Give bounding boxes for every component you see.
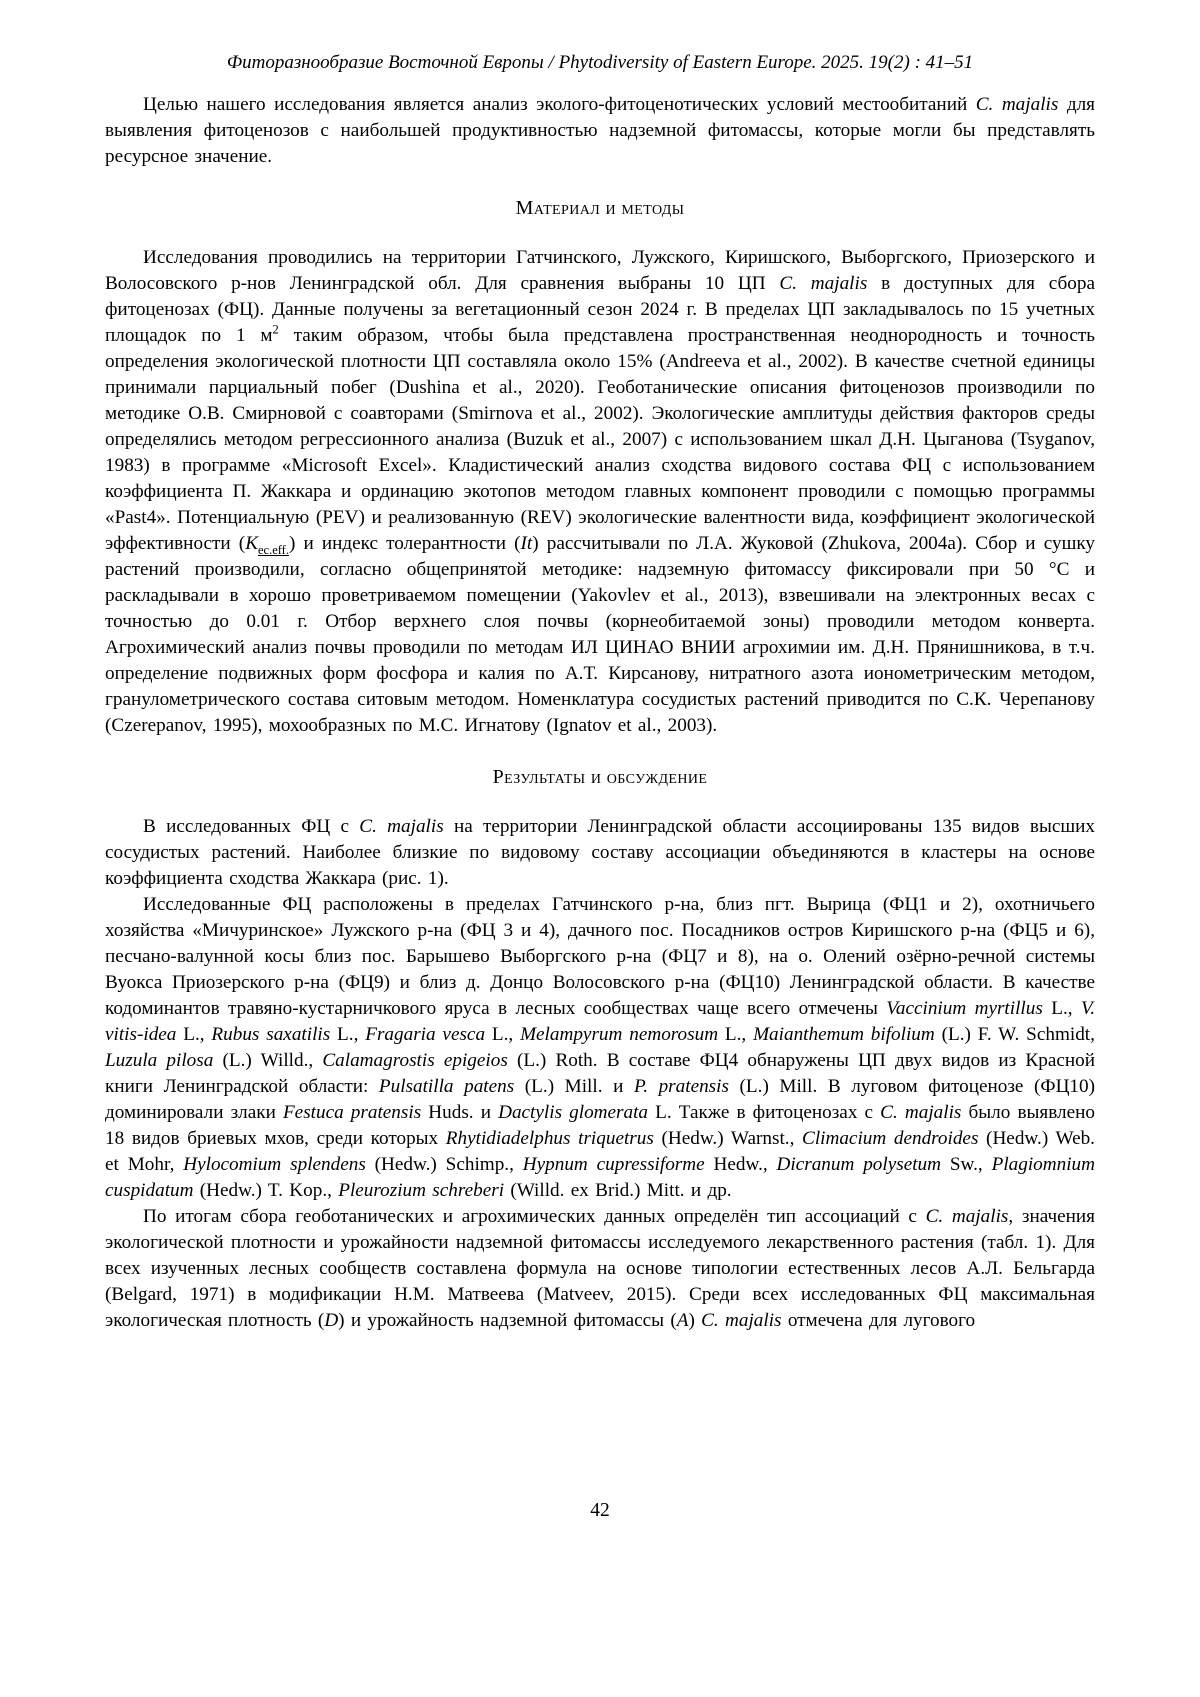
paragraph-results-summary: По итогам сбора геоботанических и агрохимических данных определён тип ассоциаций с C. majalis, значения экологической плотности и урожайности надземной фитомассы исследуемого лекарственного растения (табл. 1). Для всех изученных лесных сообществ составлена формула на основе типологии естественных лесов А.Л. Бельгарда (Belgard, 1971) в модификации Н.М. Матвеева (Matveev, 2015). Среди всех исследованных ФЦ максимальная экологическая плотность (D) и урожайность надземной фитомассы (A) C. majalis отмечена для лугового xyxy=(105,1206,1095,1331)
section-heading-materials: Материал и методы xyxy=(515,197,685,219)
paragraph-intro: Целью нашего исследования является анализ эколого-фитоценотических условий местообитаний C. majalis для выявления фитоценозов с наибольшей продуктивностью надземной фитомассы, которые могли бы представлять ресурсное значение. xyxy=(105,94,1095,167)
section-heading-results: Результаты и обсуждение xyxy=(492,766,708,788)
page-number: 42 xyxy=(590,1500,610,1521)
running-title: Фиторазнообразие Восточной Европы / Phytodiversity of Eastern Europe. 2025. 19(2) : 41–51 xyxy=(226,52,974,73)
paragraph-results-locations: Исследованные ФЦ расположены в пределах Гатчинского р-на, близ пгт. Вырица (ФЦ1 и 2), охотничьего хозяйства «Мичуринское» Лужского р-на (ФЦ 3 и 4), дачного пос. Посадников остров Киришского р-на (ФЦ5 и 6), песчано-валунной косы близ пос. Барышево Выборгского р-на (ФЦ7 и 8), на о. Олений озёрно-речной системы Вуокса Приозерского р-на (ФЦ9) и близ д. Донцо Волосовского р-на (ФЦ10) Ленинградской области. В качестве кодоминантов травяно-кустарничкового яруса в лесных сообществах чаще всего отмечены Vaccinium myrtillus L., V. vitis-idea L., Rubus saxatilis L., Fragaria vesca L., Melampyrum nemorosum L., Maianthemum bifolium (L.) F. W. Schmidt, Luzula pilosa (L.) Willd., Calamagrostis epigeios (L.) Roth. В составе ФЦ4 обнаружены ЦП двух видов из Красной книги Ленинградской области: Pulsatilla patens (L.) Mill. и P. pratensis (L.) Mill. В луговом фитоценозе (ФЦ10) доминировали злаки Festuca pratensis Huds. и Dactylis glomerata L. Также в фитоценозах с C. majalis было выявлено 18 видов бриевых мхов, среди которых Rhytidiadelphus triquetrus (Hedw.) Warnst., Climacium dendroides (Hedw.) Web. et Mohr, Hylocomium splendens (Hedw.) Schimp., Hypnum cupressiforme Hedw., Dicranum polysetum Sw., Plagiomnium cuspidatum (Hedw.) T. Kop., Pleurozium schreberi (Willd. ex Brid.) Mitt. и др. xyxy=(105,894,1096,1201)
paragraph-methods: Исследования проводились на территории Гатчинского, Лужского, Киришского, Выборгского, Приозерского и Волосовского р-нов Ленинградской обл. Для сравнения выбраны 10 ЦП C. majalis в доступных для сбора фитоценозах (ФЦ). Данные получены за вегетационный сезон 2024 г. В пределах ЦП закладывалось по 15 учетных площадок по 1 $м^2$ таким образом, чтобы была представлена пространственная неоднородность и точность определения экологической плотности ЦП составляла около 15% (Andreeva et al., 2002). В качестве счетной единицы принимали парциальный побег (Dushina et al., 2020). Геоботанические описания фитоценозов производили по методике О.В. Смирновой с соавторами (Smirnova et al., 2002). Экологические амплитуды действия факторов среды определялись методом регрессионного анализа (Buzuk et al., 2007) с использованием шкал Д.Н. Цыганова (Tsyganov, 1983) в программе «Microsoft Excel». Кладистический анализ сходства видового состава ФЦ с использованием коэффициента П. Жаккара и ординацию экотопов методом главных компонент проводили с помощью программы «Past4». Потенциальную (PEV) и реализованную (REV) экологические валентности вида, коэффициент экологической эффективности $(K_{ec.eff.})$ и индекс толерантности (It) рассчитывали по Л.А. Жуковой (Zhukova, 2004a). Сбор и сушку растений производили, согласно общепринятой методике: надземную фитомассу фиксировали при 50 °С и раскладывали в хорошо проветриваемом помещении (Yakovlev et al., 2013), взвешивали на электронных весах с точностью до 0.01 г. Отбор верхнего слоя почвы (корнеобитаемой зоны) проводили методом конверта. Агрохимический анализ почвы проводили по методам ИЛ ЦИНАО ВНИИ агрохимии им. Д.Н. Прянишникова, в т.ч. определение подвижных форм фосфора и калия по А.Т. Кирсанову, нитратного азота ионометрическим методом, гранулометрического состава ситовым методом. Номенклатура сосудистых растений приводится по С.К. Черепанову (Czerepanov, 1995), мохообразных по М.С. Игнатову (Ignatov et al., 2003). xyxy=(105,247,1095,736)
paragraph-results-overview: В исследованных ФЦ с C. majalis на территории Ленинградской области ассоциированы 135 видов высших сосудистых растений. Наиболее близкие по видовому составу ассоциации объединяются в кластеры на основе коэффициента сходства Жаккара (рис. 1). xyxy=(105,816,1095,889)
